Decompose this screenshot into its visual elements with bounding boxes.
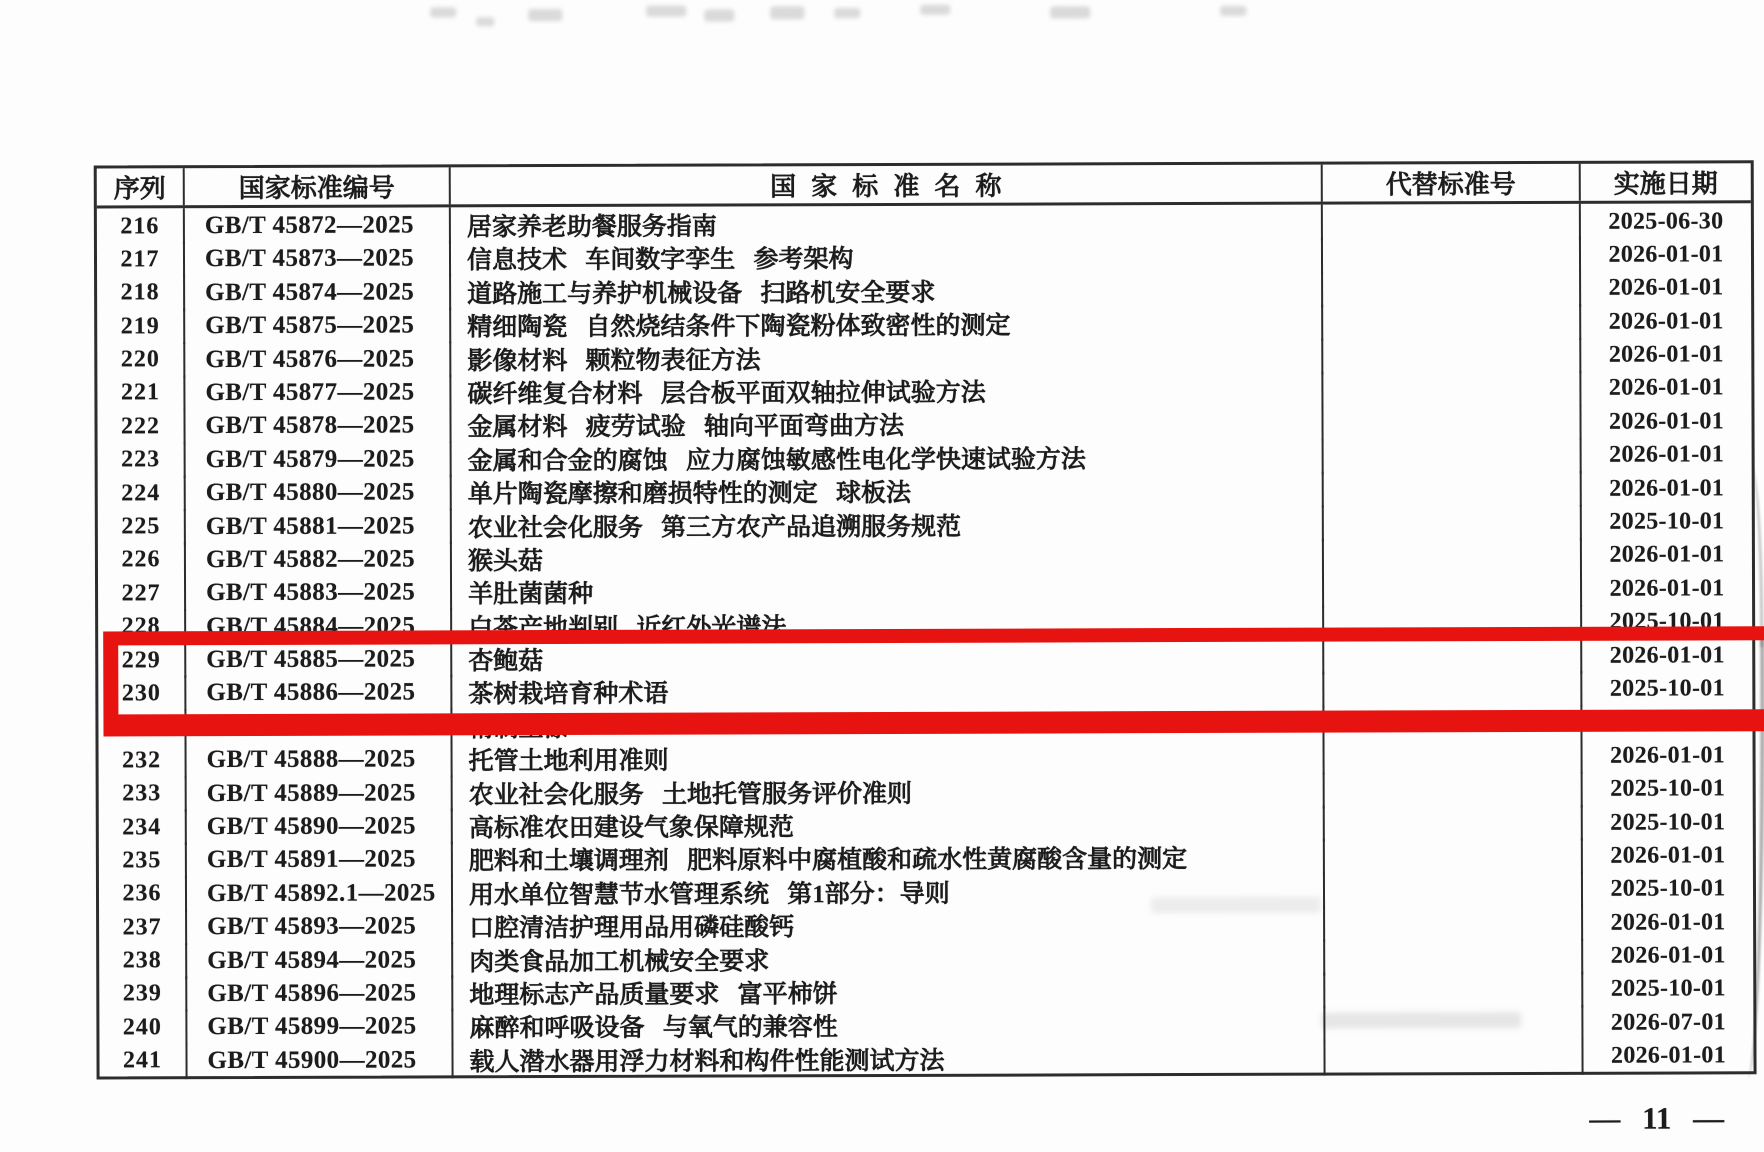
cell-replaced-standard [1323, 204, 1581, 241]
table-row [99, 1005, 1753, 1044]
cell-standard-name: 金属和合金的腐蚀 应力腐蚀敏感性电化学快速试验方法 [452, 438, 1324, 477]
cell-replaced-standard [1323, 271, 1581, 308]
cell-replaced-standard [1325, 805, 1583, 842]
table-row [97, 337, 1751, 376]
header-standard-name: 国家标准名称 [451, 165, 1323, 205]
cell-standard-number: GB/T 45872—2025 [185, 207, 451, 244]
cell-standard-number: GB/T 45880—2025 [186, 474, 452, 511]
cell-implementation-date: 2026-01-01 [1609, 641, 1725, 669]
cell-standard-number: GB/T 45874—2025 [185, 274, 451, 311]
cell-implementation-date: 2025-10-01 [1610, 775, 1726, 802]
cell-serial: 219 [97, 308, 185, 344]
table-row [99, 804, 1753, 843]
cell-standard-name: 白茶产地判别 近红外光谱法 [452, 605, 1324, 644]
cell-standard-number: GB/T 45887—2025 [186, 708, 452, 745]
cell-standard-name: 用水单位智慧节水管理系统 第1部分：导则 [453, 872, 1325, 911]
cell-serial: 233 [99, 776, 187, 812]
cell-replaced-standard [1324, 571, 1582, 608]
table-row [97, 370, 1751, 409]
cell-standard-number: GB/T 45878—2025 [185, 408, 451, 445]
header-implementation-date: 实施日期 [1613, 169, 1718, 199]
cell-standard-number: GB/T 45896—2025 [187, 975, 453, 1012]
scan-artifact [704, 9, 734, 21]
cell-serial: 236 [99, 876, 187, 912]
cell-standard-number: GB/T 45886—2025 [186, 675, 452, 712]
cell-serial: 241 [99, 1043, 187, 1079]
cell-serial: 224 [98, 475, 186, 511]
table-row [99, 871, 1753, 910]
cell-implementation-date: 2026-01-01 [1608, 341, 1724, 368]
cell-replaced-standard [1323, 337, 1581, 374]
table-row [98, 571, 1752, 610]
cell-replaced-standard [1323, 237, 1581, 274]
table-row [97, 404, 1751, 443]
cell-serial: 228 [98, 609, 186, 645]
cell-standard-number: GB/T 45876—2025 [185, 341, 451, 378]
header-standard-number: 国家标准编号 [185, 167, 451, 205]
scan-artifact [528, 9, 562, 21]
cell-serial: 230 [98, 676, 186, 712]
scan-artifact [646, 6, 686, 17]
cell-replaced-standard [1324, 504, 1582, 541]
cell-implementation-date: 2025-10-01 [1609, 675, 1725, 702]
cell-serial: 239 [99, 976, 187, 1012]
table-row [98, 470, 1752, 509]
cell-standard-number: GB/T 45900—2025 [187, 1042, 453, 1079]
cell-standard-name: 肥料和土壤调理剂 肥料原料中腐植酸和疏水性黄腐酸含量的测定 [453, 839, 1325, 878]
cell-implementation-date: 2026-01-01 [1609, 441, 1725, 468]
cell-standard-name: 居家养老助餐服务指南 [451, 205, 1323, 244]
cell-replaced-standard [1325, 838, 1583, 875]
cell-standard-name: 单片陶瓷摩擦和磨损特性的测定 球板法 [452, 472, 1324, 511]
cell-standard-number: GB/T 45890—2025 [187, 808, 453, 845]
table-row [99, 904, 1753, 943]
cell-replaced-standard [1325, 738, 1583, 775]
cell-implementation-date: 2026-01-01 [1610, 742, 1726, 769]
table-row [97, 203, 1751, 242]
cell-serial: 226 [98, 542, 186, 578]
cell-replaced-standard [1324, 538, 1582, 575]
table-row [98, 537, 1752, 576]
cell-serial: 225 [98, 509, 186, 545]
scan-artifact [834, 8, 860, 18]
cell-standard-name: 羊肚菌菌种 [452, 572, 1324, 611]
cell-implementation-date: 2026-01-01 [1608, 274, 1724, 301]
cell-implementation-date: 2025-10-01 [1610, 808, 1726, 836]
cell-replaced-standard [1325, 872, 1583, 909]
cell-serial: 223 [98, 442, 186, 478]
cell-standard-number: GB/T 45888—2025 [187, 742, 453, 779]
cell-standard-name: 信息技术 车间数字孪生 参考架构 [451, 238, 1323, 277]
cell-standard-number: GB/T 45893—2025 [187, 909, 453, 946]
cell-standard-name: 杏鲍菇 [452, 639, 1324, 678]
cell-implementation-date: 2026-01-01 [1608, 241, 1724, 268]
cell-replaced-standard [1324, 438, 1582, 475]
standards-table [94, 160, 1757, 1079]
cell-standard-name: 道路施工与养护机械设备 扫路机安全要求 [451, 271, 1323, 310]
scan-artifact [1220, 6, 1246, 16]
cell-standard-name: 托管土地利用准则 [453, 739, 1325, 778]
cell-standard-number: GB/T 45873—2025 [185, 241, 451, 278]
cell-implementation-date: 2025-10-01 [1609, 608, 1725, 635]
cell-implementation-date: 2026-01-01 [1609, 474, 1725, 502]
cell-standard-name: 载人潜水器用浮力材料和构件性能测试方法 [453, 1039, 1325, 1078]
cell-standard-name: 农业社会化服务 土地托管服务评价准则 [453, 772, 1325, 811]
cell-standard-number: GB/T 45875—2025 [185, 308, 451, 345]
cell-serial: 227 [98, 575, 186, 611]
table-header-row [97, 163, 1751, 208]
cell-standard-name: 口腔清洁护理用品用磷硅酸钙 [453, 906, 1325, 945]
table-row [98, 437, 1752, 476]
cell-standard-name: 地理标志产品质量要求 富平柿饼 [453, 973, 1325, 1012]
cell-implementation-date: 2026-01-01 [1610, 909, 1726, 936]
cell-serial: 217 [97, 242, 185, 278]
cell-standard-name: 高标准农田建设气象保障规范 [453, 806, 1325, 845]
cell-implementation-date: 2025-10-01 [1610, 875, 1726, 903]
cell-implementation-date: 2025-10-01 [1610, 975, 1726, 1003]
cell-standard-name: 影像材料 颗粒物表征方法 [451, 338, 1323, 377]
page-number: — 11 — [1589, 1100, 1725, 1136]
cell-implementation-date: 2026-01-01 [1609, 575, 1725, 602]
cell-implementation-date: 2026-01-01 [1608, 374, 1724, 402]
cell-standard-number: GB/T 45883—2025 [186, 575, 452, 612]
cell-standard-name: 猴头菇 [452, 539, 1324, 578]
scan-artifact [770, 6, 804, 19]
cell-standard-name: 农业社会化服务 第三方农产品追溯服务规范 [452, 505, 1324, 544]
cell-implementation-date: 2026-01-01 [1609, 708, 1725, 736]
cell-serial: 232 [99, 742, 187, 778]
cell-replaced-standard [1323, 304, 1581, 341]
table-row [99, 971, 1753, 1010]
cell-standard-number: GB/T 45881—2025 [186, 508, 452, 545]
cell-replaced-standard [1325, 1005, 1583, 1042]
cell-standard-number: GB/T 45885—2025 [186, 641, 452, 678]
cell-serial: 220 [97, 342, 185, 378]
cell-standard-name: 精制生漆 [452, 705, 1324, 744]
cell-standard-name: 精细陶瓷 自然烧结条件下陶瓷粉体致密性的测定 [451, 305, 1323, 344]
table-row [99, 771, 1753, 810]
cell-standard-name: 茶树栽培育种术语 [452, 672, 1324, 711]
cell-serial: 240 [99, 1010, 187, 1046]
cell-replaced-standard [1324, 471, 1582, 508]
cell-standard-number: GB/T 45899—2025 [187, 1009, 453, 1046]
scan-artifact [920, 5, 950, 15]
cell-standard-number: GB/T 45891—2025 [187, 842, 453, 879]
cell-standard-number: GB/T 45882—2025 [186, 541, 452, 578]
scan-artifact [430, 7, 456, 17]
cell-standard-number: GB/T 45892.1—2025 [187, 875, 453, 912]
table-row [97, 237, 1751, 276]
cell-serial: 231 [98, 709, 186, 745]
cell-standard-name: 肉类食品加工机械安全要求 [453, 939, 1325, 978]
table-row [99, 1038, 1753, 1077]
cell-standard-number: GB/T 45894—2025 [187, 942, 453, 979]
cell-implementation-date: 2026-01-01 [1610, 942, 1726, 969]
cell-implementation-date: 2026-01-01 [1608, 408, 1725, 435]
table-row [99, 838, 1753, 877]
cell-serial: 222 [97, 409, 185, 445]
cell-serial: 234 [99, 809, 187, 845]
cell-replaced-standard [1325, 938, 1583, 975]
header-replaced-standard: 代替标准号 [1323, 164, 1581, 202]
cell-standard-number: GB/T 45879—2025 [186, 441, 452, 478]
cell-implementation-date: 2026-01-01 [1610, 1042, 1727, 1069]
cell-serial: 221 [97, 375, 185, 411]
cell-standard-number: GB/T 45877—2025 [185, 374, 451, 411]
cell-replaced-standard [1325, 972, 1583, 1009]
scan-artifact [1050, 6, 1090, 18]
cell-implementation-date: 2025-10-01 [1609, 508, 1725, 535]
cell-implementation-date: 2026-01-01 [1609, 541, 1725, 569]
cell-replaced-standard [1325, 771, 1583, 808]
table-row [97, 303, 1751, 342]
cell-standard-name: 金属材料 疲劳试验 轴向平面弯曲方法 [451, 405, 1323, 444]
cell-serial: 229 [98, 642, 186, 678]
cell-serial: 238 [99, 943, 187, 979]
highlight-box-row-229 [103, 626, 1764, 736]
cell-standard-name: 碳纤维复合材料 层合板平面双轴拉伸试验方法 [451, 372, 1323, 411]
cell-replaced-standard [1323, 371, 1581, 408]
scan-artifact [476, 17, 494, 26]
cell-serial: 216 [97, 208, 185, 244]
cell-serial: 237 [99, 909, 187, 945]
cell-serial: 235 [99, 843, 187, 879]
cell-replaced-standard [1325, 905, 1583, 942]
cell-implementation-date: 2025-06-30 [1608, 207, 1724, 235]
table-row [99, 938, 1753, 977]
cell-replaced-standard [1323, 404, 1581, 441]
table-row [99, 738, 1753, 777]
table-row [97, 270, 1751, 309]
cell-standard-number: GB/T 45884—2025 [186, 608, 452, 645]
cell-implementation-date: 2026-01-01 [1610, 842, 1726, 869]
table-row [98, 504, 1752, 543]
cell-serial: 218 [97, 275, 185, 311]
cell-standard-number: GB/T 45889—2025 [187, 775, 453, 812]
cell-implementation-date: 2026-07-01 [1610, 1009, 1726, 1036]
header-serial: 序列 [97, 168, 185, 205]
cell-implementation-date: 2026-01-01 [1608, 308, 1724, 335]
cell-replaced-standard [1325, 1039, 1583, 1076]
cell-standard-name: 麻醉和呼吸设备 与氧气的兼容性 [453, 1006, 1325, 1045]
